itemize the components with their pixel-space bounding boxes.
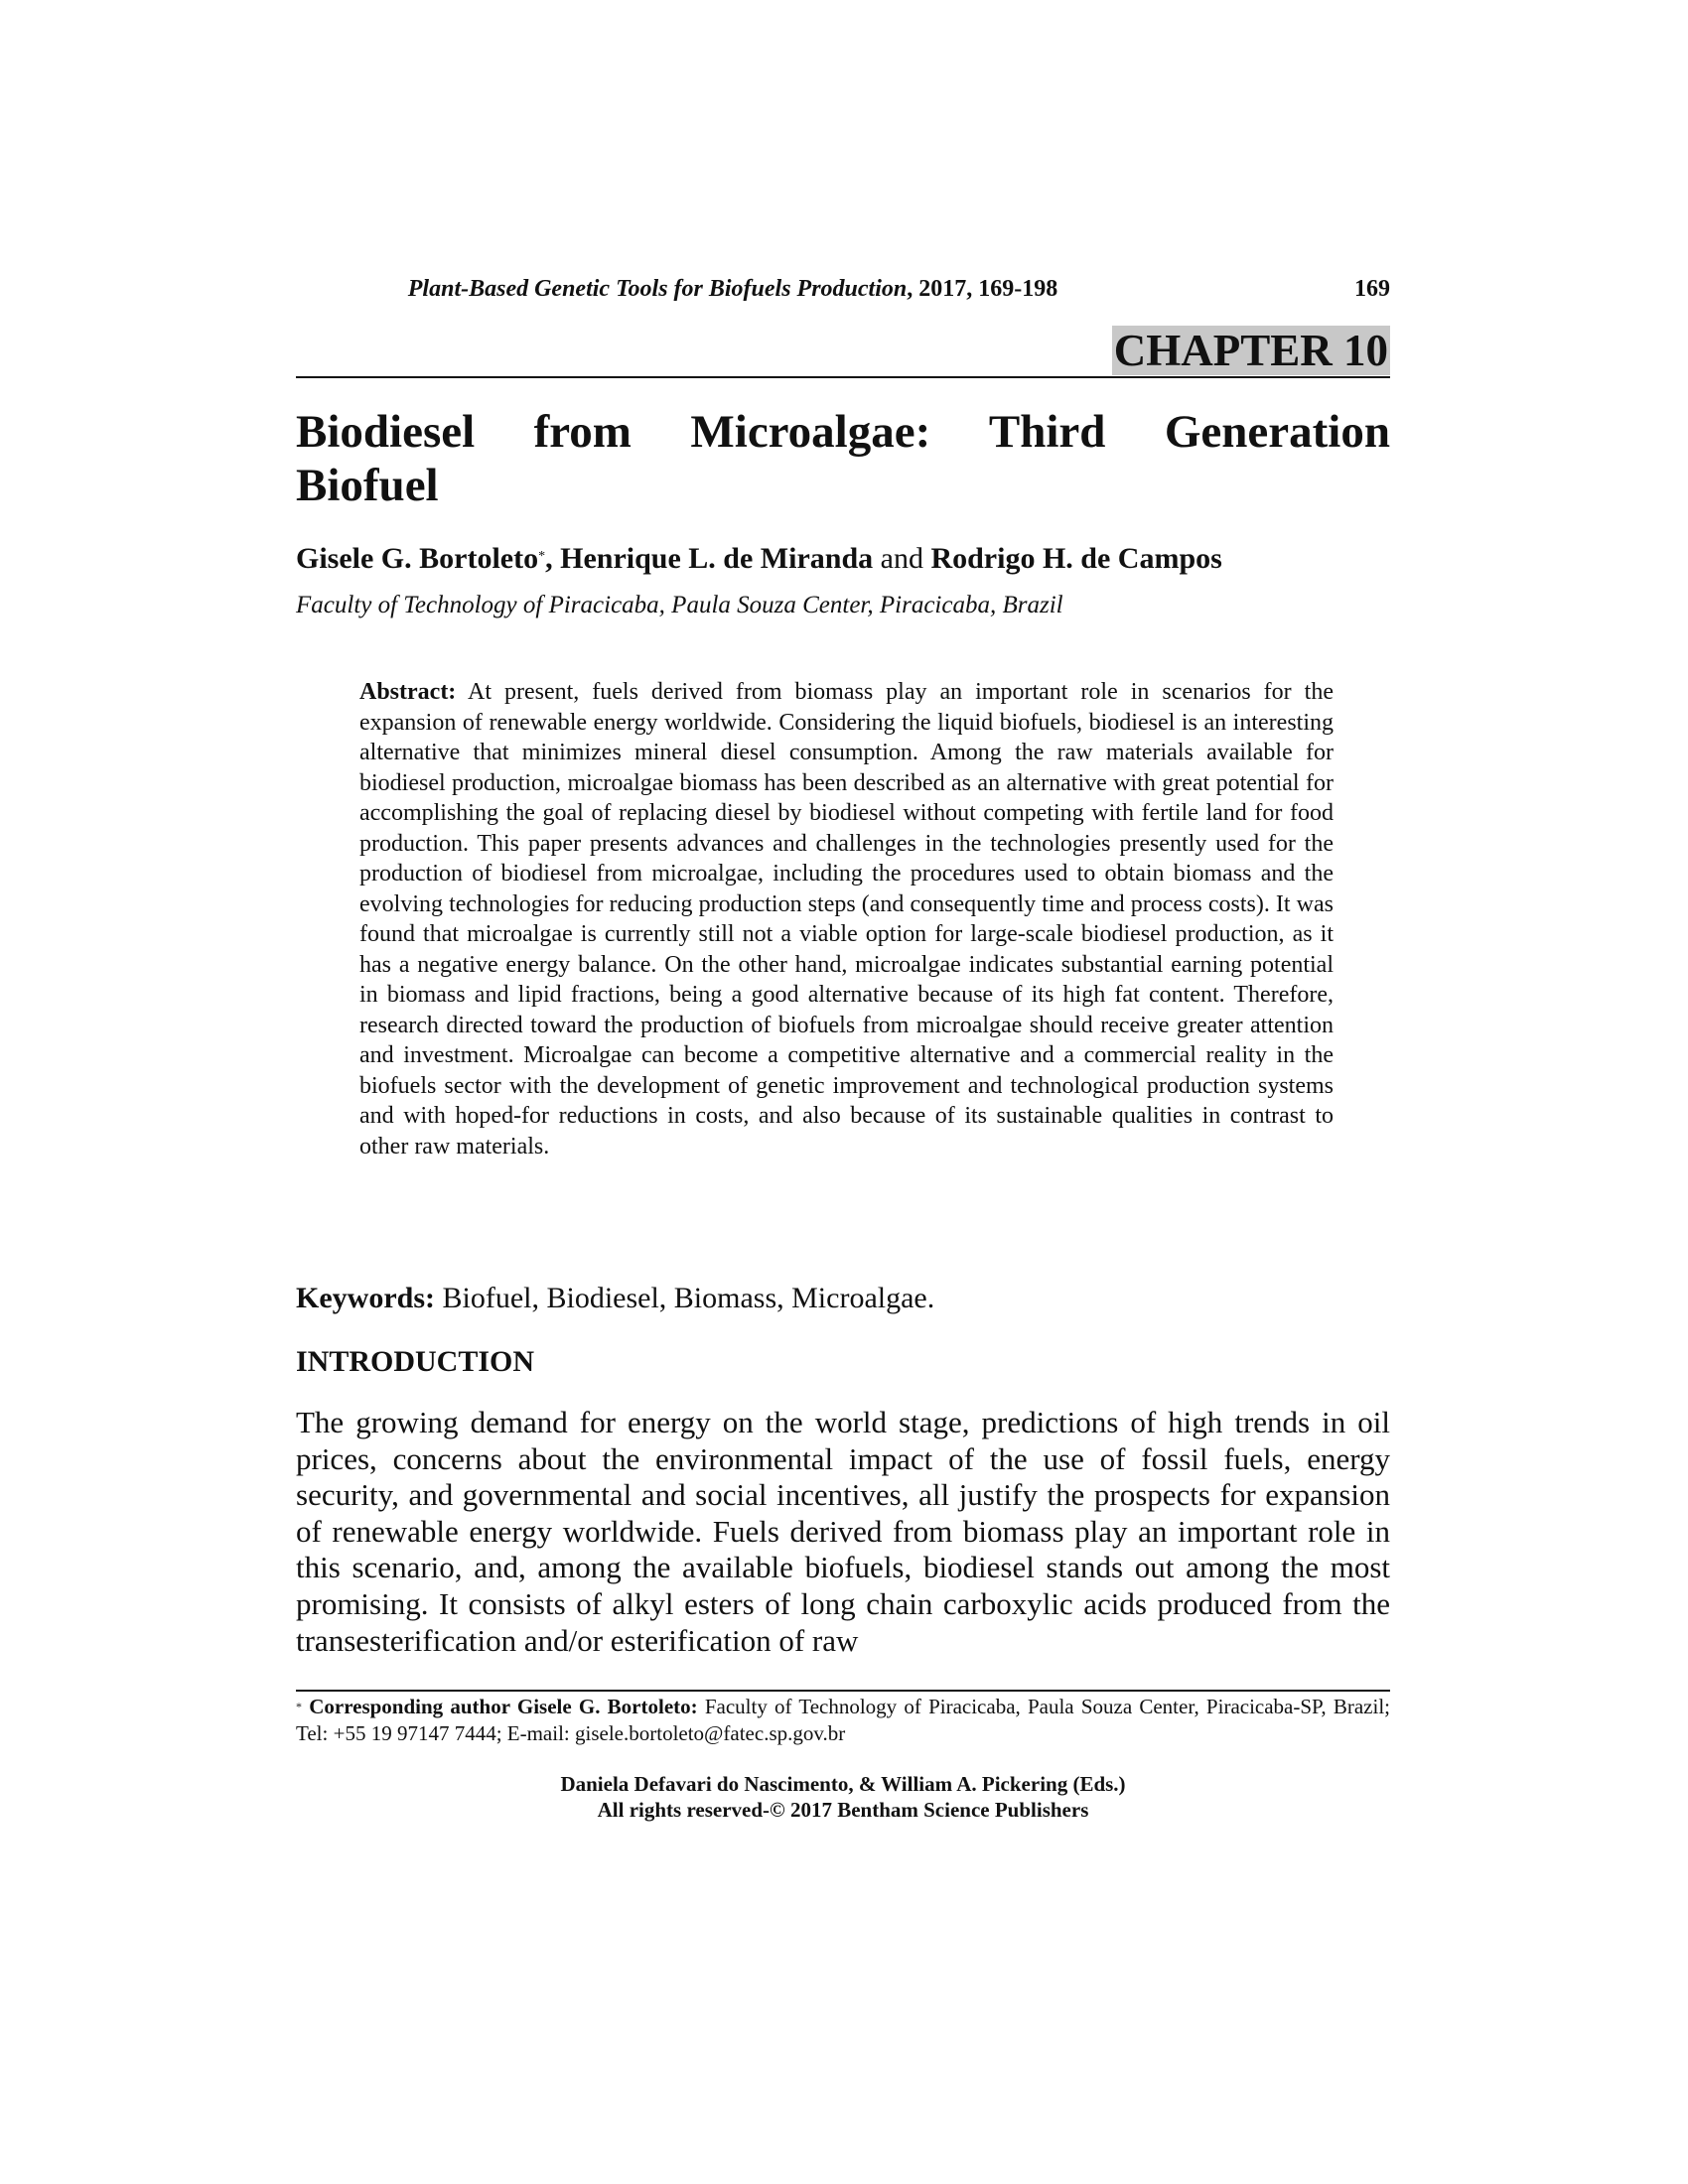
author-separator: and [873,542,931,575]
publisher-info [296,1771,1390,1823]
keywords-label: Keywords: [296,1282,435,1314]
page-number: 169 [1354,276,1390,302]
article-title-line-2: Biofuel [296,460,439,511]
author-list [296,541,1390,577]
introduction-paragraph: The growing demand for energy on the world stage, predictions of high trends in oil prices, concerns about the environmental impact of the use of fossil fuels, energy security, and governmental and social incentives, all justify the prospects for expansion of renewable energy worldwide. Fuels derived from biomass play an important role in this scenario, and, among the available biofuels, biodiesel stands out among the most promising. It consists of alkyl esters of long chain carboxylic acids produced from the transesterification and/or esterification of raw [296,1405,1390,1658]
author-name: Rodrigo H. de Campos [930,542,1222,575]
affiliation: Faculty of Technology of Piracicaba, Paula Souza Center, Piracicaba, Brazil [296,592,1063,618]
editors-line: Daniela Defavari do Nascimento, & William A. Pickering (Eds.) [560,1772,1126,1796]
section-heading: INTRODUCTION [296,1345,535,1378]
chapter-divider [296,376,1390,378]
author-name: Gisele G. Bortoleto [296,542,539,575]
corresponding-author-mark: * [538,549,546,564]
author-name: Henrique L. de Miranda [560,542,874,575]
abstract [359,677,1334,1161]
copyright-line: All rights reserved-© 2017 Bentham Science Publishers [597,1798,1089,1822]
author-separator: , [545,542,561,575]
footnote-mark: * [296,1700,302,1713]
journal-details: , 2017, 169-198 [907,276,1058,302]
abstract-label: Abstract: [359,679,457,705]
footnote-text: Faculty of Technology of Piracicaba, Paula Souza Center, Piracicaba-SP, Brazil; Tel: +55 19 97147 7444; E-mail: gisele.bortoleto@fatec.sp.gov.br [296,1695,1390,1745]
article-title [296,405,1390,512]
journal-citation [296,274,1170,304]
keywords [296,1281,1390,1316]
keywords-text: Biofuel, Biodiesel, Biomass, Microalgae. [442,1282,935,1314]
abstract-text: At present, fuels derived from biomass play an important role in scenarios for the expansion of renewable energy worldwide. Considering the liquid biofuels, biodiesel is an interesting alternative that minimizes mineral diesel consumption. Among the raw materials available for biodiesel production, microalgae biomass has been described as an alternative with great potential for accomplishing the goal of replacing diesel by biodiesel without competing with fertile land for food production. This paper presents advances and challenges in the technologies presently used for the production of biodiesel from microalgae, including the procedures used to obtain biomass and the evolving technologies for reducing production steps (and consequently time and process costs). It was found that microalgae is currently still not a viable option for large-scale biodiesel production, as it has a negative energy balance. On the other hand, microalgae indicates substantial earning potential in biomass and lipid fractions, being a good alternative because of its high fat content. Therefore, research directed toward the production of biofuels from microalgae should receive greater attention and investment. Microalgae can become a competitive alternative and a commercial reality in the biofuels sector with the development of genetic improvement and technological production systems and with hoped-for reductions in costs, and also because of its sustainable qualities in contrast to other raw materials. [359,679,1334,1160]
footnote-divider [296,1690,1390,1692]
footnote-label: Corresponding author Gisele G. Bortoleto: [309,1695,698,1718]
footnote [296,1694,1390,1747]
article-title-line-1: Biodiesel from Microalgae: Third Generation [296,406,1390,458]
chapter-label: CHAPTER 10 [1113,326,1388,375]
journal-title: Plant-Based Genetic Tools for Biofuels Production [407,276,908,302]
